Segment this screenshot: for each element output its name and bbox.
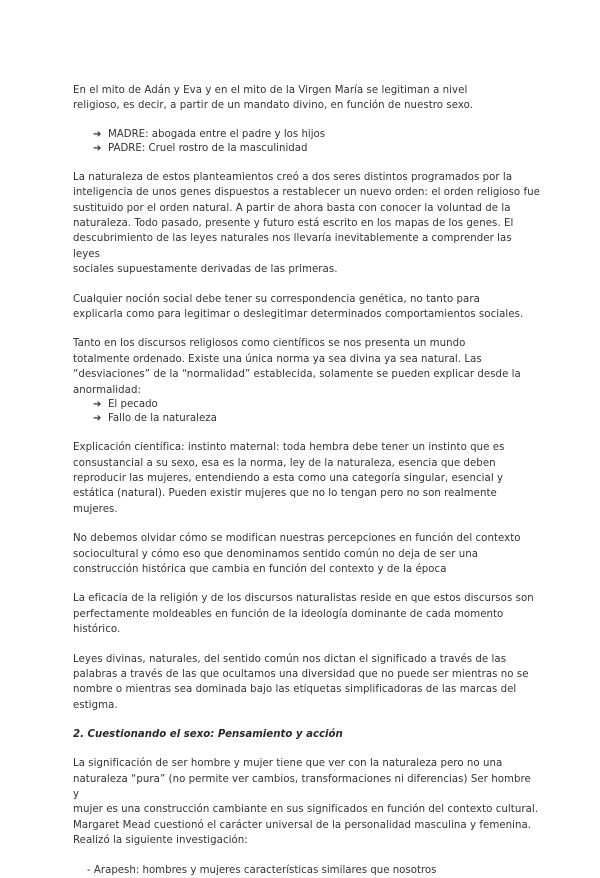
- list-item: [93, 128, 540, 142]
- paragraph-myths: En el mito de Adán y Eva y en el mito de la Virgen María se legitiman a nivel religioso, es decir, a partir de un mandato divino, en función de nuestro sexo.: [73, 85, 474, 112]
- list-item-text: El pecado: [108, 399, 158, 411]
- list-item: [93, 142, 540, 156]
- paragraph-order: Tanto en los discursos religiosos como científicos se nos presenta un mundo totalmente ordenado. Existe una única norma ya sea divina ya sea natural. Las “desviaciones” de la “normalidad” establecida, solamente se pueden explicar desde la anormalidad:: [73, 338, 521, 396]
- list-item: [93, 398, 540, 412]
- paragraph-genetics: Cualquier noción social debe tener su correspondencia genética, no tanto para explicarla como para legitimar o deslegitimar determinados comportamientos sociales.: [73, 293, 524, 321]
- paragraph-nature: La naturaleza de estos planteamientos creó a dos seres distintos programados por la inteligencia de unos genes dispuestos a restablecer un nuevo orden: el orden religioso fue sustituido por el orden natural. A partir de ahora basta con conocer la voluntad de la naturaleza. Todo pasado, presente y futuro está escrito en los mapas de los genes. El descubrimiento de las leyes naturales nos llevaría inevitablemente a comprender las leyes sociales supuestamente derivadas de las primeras.: [73, 171, 540, 276]
- list-item-text: PADRE: Cruel rostro de la masculinidad: [108, 142, 308, 154]
- arrow-bullet-icon: ➔: [93, 128, 102, 140]
- roles-list: [73, 128, 540, 156]
- paragraph-laws: Leyes divinas, naturales, del sentido común nos dictan el significado a través de las palabras a través de las que ocultamos una diversidad que no puede ser mientras no se nombre o mientras sea dominada bajo las etiquetas simplificadoras de las marcas del estigma.: [73, 653, 529, 711]
- arrow-bullet-icon: ➔: [93, 142, 102, 154]
- list-item-text: Fallo de la naturaleza: [108, 413, 217, 425]
- section-heading: 2. Cuestionando el sexo: Pensamiento y acción: [73, 729, 343, 741]
- dash-list-item: - Arapesh: hombres y mujeres características similares que nosotros: [87, 864, 437, 876]
- arrow-bullet-icon: ➔: [93, 399, 102, 411]
- list-item-text: MADRE: abogada entre el padre y los hijos: [108, 128, 326, 140]
- abnormality-list: [73, 398, 540, 426]
- paragraph-perceptions: No debemos olvidar cómo se modifican nuestras percepciones en función del contexto sociocultural y cómo eso que denominamos sentido común no deja de ser una construcción histórica que cambia en función del contexto y de la época: [73, 533, 521, 575]
- arrow-bullet-icon: ➔: [93, 413, 102, 425]
- list-item: [93, 412, 540, 426]
- paragraph-maternal-instinct: Explicación científica: instinto maternal: toda hembra debe tener un instinto que es consustancial a su sexo, esa es la norma, ley de la naturaleza, esencia que deben reproducir las mujeres, entendiendo a esta como una categoría singular, esencial y estática (natural). Pueden existir mujeres que no lo tengan pero no son realmente mujeres.: [73, 442, 505, 515]
- paragraph-signification: La significación de ser hombre y mujer tiene que ver con la naturaleza pero no una naturaleza “pura” (no permite ver cambios, transformaciones ni diferencias) Ser hombre y mujer es una construcción cambiante en sus significados en función del contexto cultural. Margaret Mead cuestionó el carácter universal de la personalidad masculina y femenina. Realizó la siguiente investigación:: [73, 758, 539, 847]
- paragraph-efficacy: La eficacia de la religión y de los discursos naturalistas reside en que estos discursos son perfectamente moldeables en función de la ideología dominante de cada momento histórico.: [73, 593, 534, 636]
